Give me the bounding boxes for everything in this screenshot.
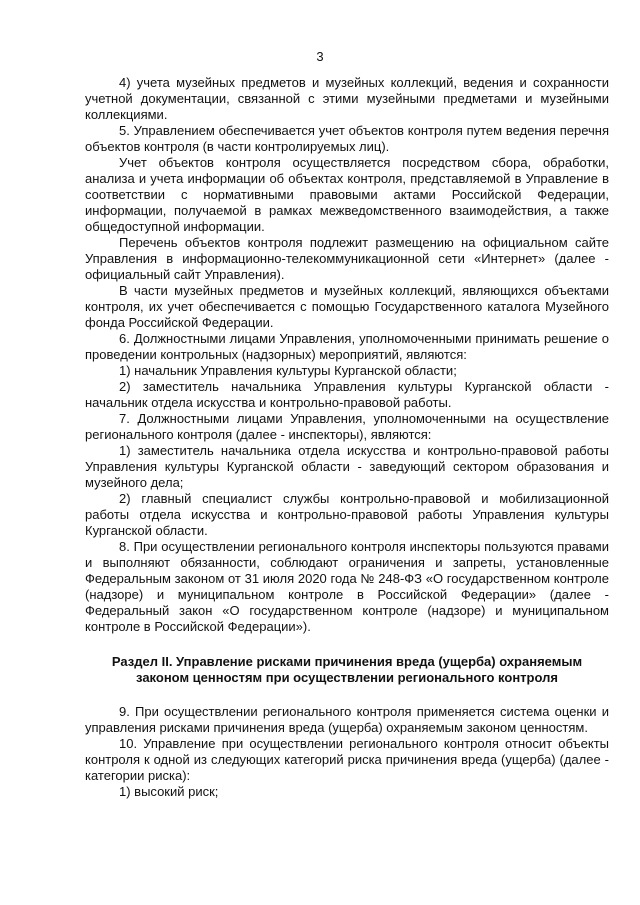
paragraph-6-officials: 6. Должностными лицами Управления, уполномоченными принимать решение о проведении контрольных (надзорных) мероприятий, являются: [85, 331, 609, 362]
paragraph-9-risk-system: 9. При осуществлении регионального контроля применяется система оценки и управления рисками причинения вреда (ущерба) охраняемым законом ценностям. [85, 704, 609, 735]
paragraph-8-rights: 8. При осуществлении регионального контроля инспекторы пользуются правами и выполняют обязанности, соблюдают ограничения и запреты, установленные Федеральным законом от 31 июля 2020 года № 248-ФЗ «О государственном контроле (надзоре) и муниципальном контроле в Российской Федерации» (далее - Федеральный закон «О государственном контроле (надзоре) и муниципальном контроле в Российской Федерации»). [85, 539, 609, 634]
paragraph-item-4-accounting: 4) учета музейных предметов и музейных коллекций, ведения и сохранности учетной документации, связанной с этими музейными предметами и музейными коллекциями. [85, 75, 609, 122]
paragraph-7-item-2: 2) главный специалист службы контрольно-правовой и мобилизационной работы отдела искусства и контрольно-правовой работы Управления культуры Курганской области. [85, 491, 609, 538]
paragraph-list-publication: Перечень объектов контроля подлежит размещению на официальном сайте Управления в информационно-телекоммуникационной сети «Интернет» (далее - официальный сайт Управления). [85, 235, 609, 282]
section-heading: Раздел II. Управление рисками причинения вреда (ущерба) охраняемым законом ценностям при осуществлении регионального контроля [111, 654, 583, 685]
paragraph-5-accounting-of-objects: 5. Управлением обеспечивается учет объектов контроля путем ведения перечня объектов контроля (в части контролируемых лиц). [85, 123, 609, 154]
paragraph-10-risk-categories: 10. Управление при осуществлении регионального контроля относит объекты контроля к одной из следующих категорий риска причинения вреда (ущерба) (далее - категории риска): [85, 736, 609, 783]
paragraph-museum-catalog: В части музейных предметов и музейных коллекций, являющихся объектами контроля, их учет обеспечивается с помощью Государственного каталога Музейного фонда Российской Федерации. [85, 283, 609, 330]
paragraph-7-item-1: 1) заместитель начальника отдела искусства и контрольно-правовой работы Управления культуры Курганской области - заведующий сектором образования и музейного дела; [85, 443, 609, 490]
paragraph-10-item-1: 1) высокий риск; [119, 784, 219, 799]
document-body [85, 75, 609, 800]
paragraph-accounting-method: Учет объектов контроля осуществляется посредством сбора, обработки, анализа и учета информации об объектах контроля, представляемой в Управление в соответствии с нормативными правовыми актами Российской Федерации, информации, получаемой в рамках межведомственного взаимодействия, а также общедоступной информации. [85, 155, 609, 234]
page-number: 3 [316, 49, 324, 64]
paragraph-7-inspectors: 7. Должностными лицами Управления, уполномоченными на осуществление регионального контроля (далее - инспекторы), являются: [85, 411, 609, 442]
paragraph-6-item-2: 2) заместитель начальника Управления культуры Курганской области - начальник отдела искусства и контрольно-правовой работы. [85, 379, 609, 410]
paragraph-6-item-1: 1) начальник Управления культуры Курганской области; [119, 363, 457, 378]
